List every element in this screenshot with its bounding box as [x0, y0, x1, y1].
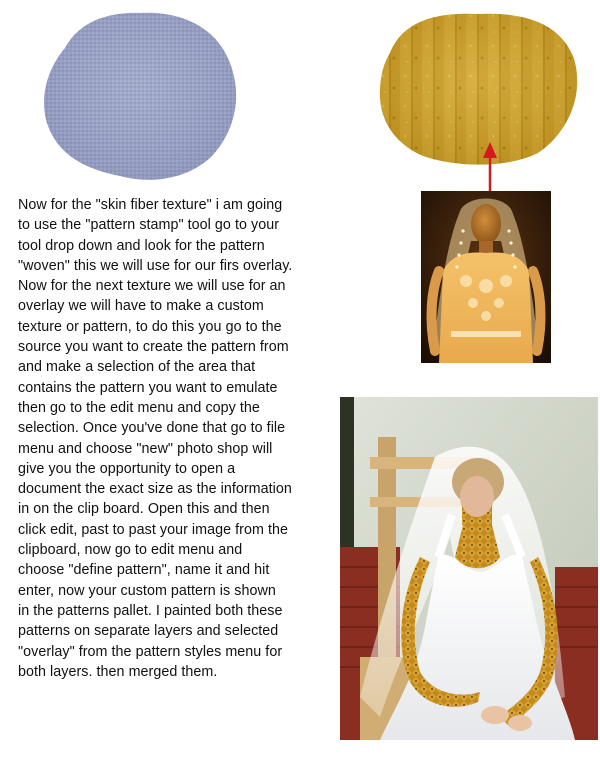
text-line: in on the clip board. Open this and then — [18, 501, 270, 518]
text-line: tool drop down and look for the pattern — [18, 237, 265, 254]
text-line: click edit, past to past your image from the — [18, 521, 288, 538]
text-line: clipboard, now go to edit menu and — [18, 542, 243, 559]
mannequin-photo — [421, 191, 551, 363]
text-line: document the exact size as the information — [18, 481, 292, 498]
text-line: texture or pattern, to do this you go to the — [18, 318, 282, 335]
instruction-text — [18, 195, 348, 682]
text-line: overlay we will have to make a custom — [18, 298, 264, 315]
woven-pattern-swatch — [40, 8, 242, 184]
text-line: contains the pattern you want to emulate — [18, 379, 278, 396]
text-line: choose "define pattern", name it and hit — [18, 562, 270, 579]
blue-blob-shape — [44, 13, 236, 180]
text-line: enter, now your custom pattern is shown — [18, 582, 276, 599]
text-line: menu and choose "new" photo shop will — [18, 440, 273, 457]
text-line: "woven" this we will use for our firs overlay. — [18, 257, 293, 274]
text-line: in the patterns pallet. I painted both these — [18, 602, 283, 619]
text-line: patterns on separate layers and selected — [18, 623, 279, 640]
text-line: then go to the edit menu and copy the — [18, 399, 260, 416]
text-line: "overlay" from the pattern styles menu for — [18, 643, 283, 660]
text-line: Now for the next texture we will use for an — [18, 278, 286, 295]
text-line: Now for the "skin fiber texture" i am going — [18, 197, 283, 213]
text-line: both layers. then merged them. — [18, 663, 218, 680]
text-line: give you the opportunity to open a — [18, 460, 236, 477]
text-line: source you want to create the pattern from — [18, 339, 289, 356]
bride-photo — [340, 397, 598, 740]
text-line: and make a selection of the area that — [18, 359, 256, 376]
text-line: selection. Once you've done that go to file — [18, 420, 286, 437]
text-line: to use the "pattern stamp" tool go to your — [18, 217, 280, 234]
